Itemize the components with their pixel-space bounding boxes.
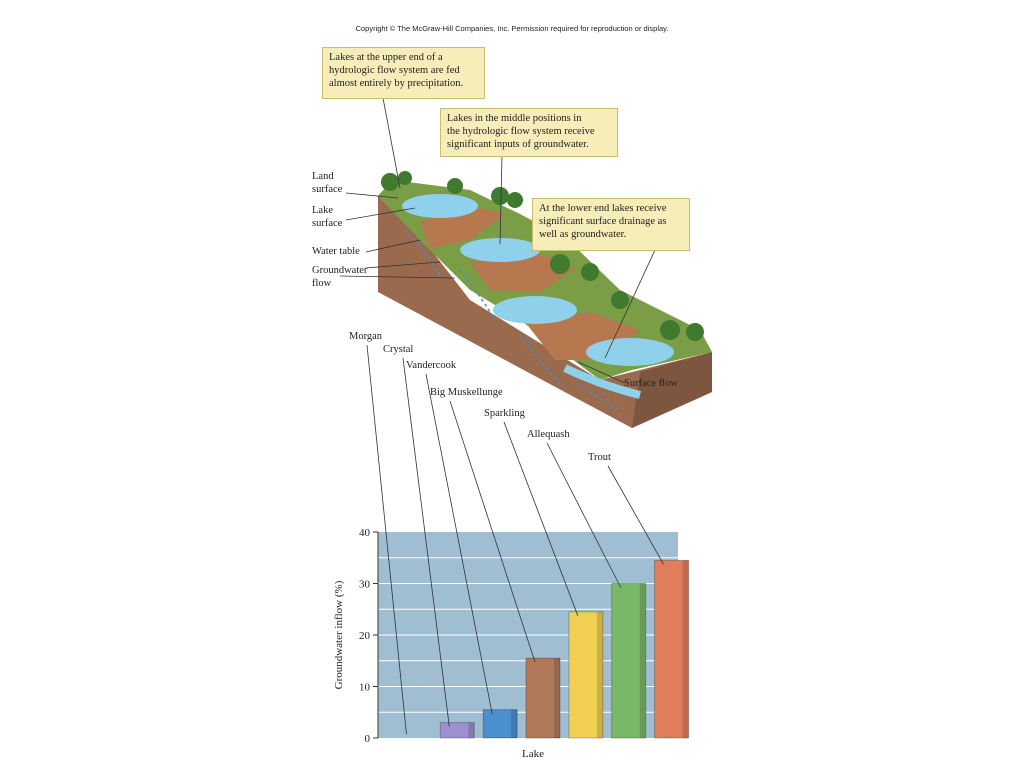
label-lake-surface: Lake surface bbox=[312, 205, 343, 229]
copyright-notice: Copyright © The McGraw-Hill Companies, Inc. Permission required for reproduction or display. bbox=[355, 24, 669, 33]
label-water-table: Water table bbox=[312, 246, 360, 257]
lake-name-label: Morgan bbox=[349, 331, 383, 342]
bar-shade bbox=[468, 723, 474, 738]
bar-shade bbox=[554, 658, 560, 738]
lake-name-label: Allequash bbox=[527, 429, 570, 440]
lake-name-label: Vandercook bbox=[406, 360, 457, 371]
y-tick-label: 20 bbox=[359, 630, 370, 642]
label-surface-flow: Surface flow bbox=[624, 378, 678, 389]
lake-name-label: Sparkling bbox=[484, 408, 525, 419]
callout-upper-lakes: Lakes at the upper end of a hydrologic flow system are fed almost entirely by precipitation. bbox=[322, 47, 485, 99]
label-land-surface: Land surface bbox=[312, 171, 343, 195]
y-tick-label: 0 bbox=[364, 733, 370, 745]
callout-lower-lakes: At the lower end lakes receive significant surface drainage as well as groundwater. bbox=[532, 198, 690, 251]
bar-shade bbox=[640, 584, 646, 739]
bar-shade bbox=[597, 612, 603, 738]
x-axis-label: Lake bbox=[522, 748, 544, 760]
lake-name-label: Trout bbox=[588, 452, 611, 463]
lake-name-label: Big Muskellunge bbox=[430, 387, 503, 398]
label-groundwater-flow: Groundwater flow bbox=[312, 265, 368, 289]
y-tick-label: 10 bbox=[359, 681, 370, 694]
y-tick-label: 30 bbox=[359, 578, 370, 591]
bar-shade bbox=[683, 560, 689, 738]
y-axis-label: Groundwater inflow (%) bbox=[333, 580, 345, 690]
bar-shade bbox=[511, 710, 517, 738]
callout-middle-lakes: Lakes in the middle positions in the hydrologic flow system receive significant inputs of groundwater. bbox=[440, 108, 618, 157]
lake-name-label: Crystal bbox=[383, 344, 414, 355]
y-tick-label: 40 bbox=[359, 527, 370, 539]
